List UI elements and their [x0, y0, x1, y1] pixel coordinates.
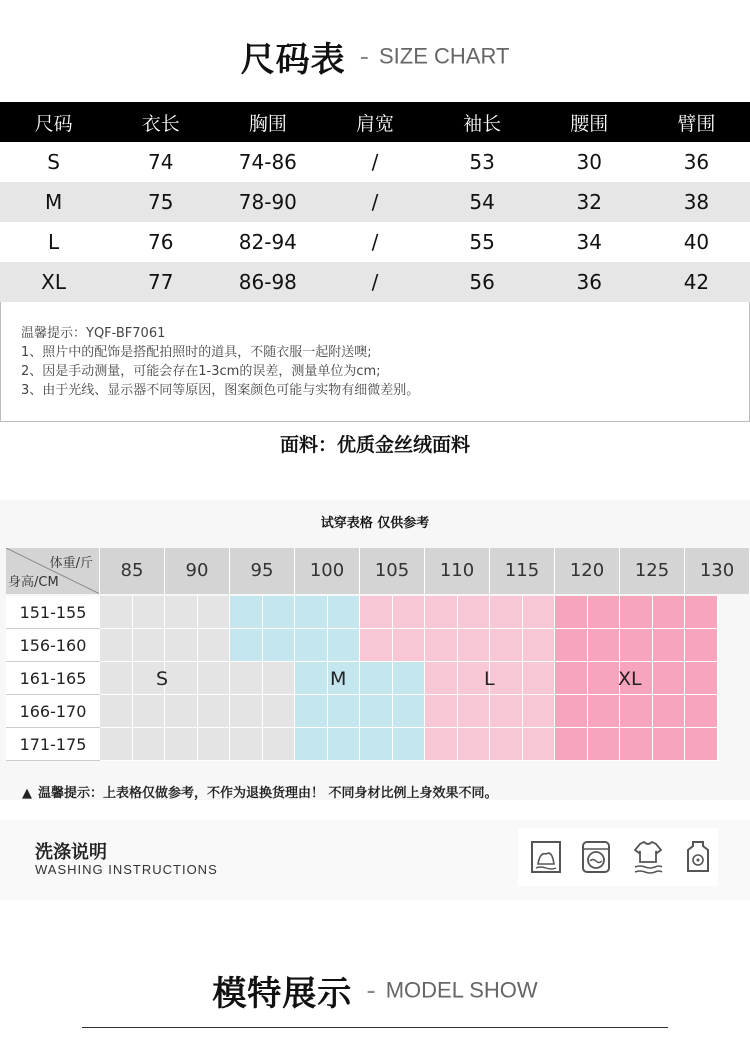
no-bleach-icon — [682, 840, 714, 874]
header-bust: 胸围 — [214, 102, 321, 142]
height-label-156-160: 156-160 — [6, 629, 100, 662]
table-cell: 56 — [429, 262, 536, 302]
fit-cell-xl — [555, 629, 588, 662]
size-zone-label-xl: XL — [618, 668, 642, 690]
table-cell: 78-90 — [214, 182, 321, 222]
fit-cell-xl — [588, 629, 621, 662]
table-cell: 36 — [536, 262, 643, 302]
fit-cell-xl — [653, 662, 686, 695]
title-dash: - — [359, 41, 369, 72]
fit-cell-m — [360, 662, 393, 695]
table-cell: 42 — [643, 262, 750, 302]
fabric-text: 面料：优质金丝绒面料 — [279, 434, 470, 456]
fit-cell-m — [393, 695, 426, 728]
fit-cell-m — [295, 695, 328, 728]
weight-header-90: 90 — [165, 548, 230, 594]
fit-cell-l — [490, 695, 523, 728]
table-cell: / — [321, 262, 428, 302]
fit-cell-m — [295, 728, 328, 761]
size-chart-title-en: SIZE CHART — [379, 43, 510, 69]
fit-cell-m — [263, 629, 296, 662]
washing-title-cn: 洗涤说明 — [35, 842, 107, 863]
fit-cell-s — [165, 695, 198, 728]
fit-cell-l — [523, 596, 556, 629]
fit-cell-l — [425, 629, 458, 662]
corner-weight-label: 体重/斤 — [49, 556, 93, 571]
fit-cell-xl — [588, 695, 621, 728]
fit-cell-xl — [620, 728, 653, 761]
fit-cell-xl — [555, 596, 588, 629]
fit-cell-l — [458, 728, 491, 761]
fit-cell-l — [360, 629, 393, 662]
fit-cell-xl — [555, 695, 588, 728]
model-show-title-en: MODEL SHOW — [385, 977, 538, 1003]
table-cell: M — [0, 182, 107, 222]
fit-cell-xl — [588, 728, 621, 761]
header-size: 尺码 — [0, 102, 107, 142]
fit-cell-l — [490, 728, 523, 761]
fit-cell-xl — [620, 629, 653, 662]
fit-cell-xl — [685, 695, 718, 728]
fit-cell-s — [133, 695, 166, 728]
fit-cell-l — [490, 629, 523, 662]
fit-cell-xl — [588, 596, 621, 629]
fit-cell-s — [165, 629, 198, 662]
fit-cell-s — [198, 728, 231, 761]
fit-cell-xl — [555, 662, 588, 695]
table-cell: 76 — [107, 222, 214, 262]
height-label-166-170: 166-170 — [6, 695, 100, 728]
fit-cell-s — [165, 728, 198, 761]
fit-cell-xl — [685, 662, 718, 695]
header-shoulder: 肩宽 — [321, 102, 428, 142]
fit-cell-xl — [653, 629, 686, 662]
fit-cell-l — [458, 596, 491, 629]
fit-cell-m — [295, 629, 328, 662]
fit-cell-m — [360, 728, 393, 761]
fit-cell-l — [523, 662, 556, 695]
header-arm: 臂围 — [643, 102, 750, 142]
tips-line: 3、由于光线、显示器不同等原因，图案颜色可能与实物有细微差别。 — [21, 383, 420, 398]
table-cell: / — [321, 142, 428, 182]
fit-cell-m — [393, 728, 426, 761]
table-cell: 36 — [643, 142, 750, 182]
fit-cell-l — [393, 629, 426, 662]
fit-cell-s — [230, 695, 263, 728]
machine-wash-icon — [580, 840, 612, 874]
fit-cell-l — [425, 662, 458, 695]
fit-cell-xl — [620, 695, 653, 728]
tips-box — [0, 302, 750, 422]
fit-cell-s — [100, 695, 133, 728]
hand-wash-icon — [530, 840, 562, 874]
size-zone-label-l: L — [484, 668, 495, 690]
weight-header-100: 100 — [295, 548, 360, 594]
table-cell: XL — [0, 262, 107, 302]
table-cell: / — [321, 182, 428, 222]
warning-text: 温馨提示：上表格仅做参考，不作为退换货理由！ 不同身材比例上身效果不同。 — [38, 786, 498, 801]
tips-heading: 温馨提示：YQF-BF7061 — [21, 326, 166, 341]
fit-cell-xl — [620, 596, 653, 629]
fit-cell-s — [133, 596, 166, 629]
height-label-161-165: 161-165 — [6, 662, 100, 695]
fit-cell-m — [328, 695, 361, 728]
table-cell: 40 — [643, 222, 750, 262]
table-cell: 74-86 — [214, 142, 321, 182]
corner-height-label: 身高/CM — [8, 575, 59, 590]
table-cell: 55 — [429, 222, 536, 262]
weight-header-95: 95 — [230, 548, 295, 594]
fit-cell-xl — [653, 596, 686, 629]
header-sleeve: 袖长 — [429, 102, 536, 142]
weight-header-125: 125 — [620, 548, 685, 594]
fit-cell-l — [425, 728, 458, 761]
fit-cell-s — [133, 629, 166, 662]
table-cell: 74 — [107, 142, 214, 182]
size-zone-label-s: S — [156, 668, 169, 690]
fit-cell-l — [425, 695, 458, 728]
fit-cell-m — [360, 695, 393, 728]
table-cell: S — [0, 142, 107, 182]
fit-cell-m — [263, 596, 296, 629]
fit-cell-m — [328, 728, 361, 761]
fit-cell-m — [328, 596, 361, 629]
size-table — [0, 102, 750, 302]
fit-cell-s — [100, 728, 133, 761]
table-cell: 86-98 — [214, 262, 321, 302]
table-cell: 53 — [429, 142, 536, 182]
warning-note — [22, 782, 498, 801]
fit-cell-s — [263, 728, 296, 761]
weight-header-120: 120 — [555, 548, 620, 594]
table-row — [0, 262, 750, 302]
fit-cell-l — [490, 596, 523, 629]
table-cell: 82-94 — [214, 222, 321, 262]
fit-cell-l — [523, 695, 556, 728]
table-row — [0, 222, 750, 262]
fit-cell-s — [230, 728, 263, 761]
fit-cell-m — [230, 596, 263, 629]
size-chart-title — [0, 32, 750, 81]
fit-cell-s — [263, 662, 296, 695]
fit-cell-xl — [653, 728, 686, 761]
fit-cell-m — [295, 662, 328, 695]
fit-cell-s — [198, 695, 231, 728]
fit-cell-l — [458, 629, 491, 662]
fit-cell-s — [198, 662, 231, 695]
fit-cell-s — [263, 695, 296, 728]
warning-triangle-icon: ▲ — [22, 786, 32, 801]
fit-cell-l — [393, 596, 426, 629]
fit-cell-l — [360, 596, 393, 629]
table-cell: 30 — [536, 142, 643, 182]
table-row — [0, 182, 750, 222]
fit-cell-l — [523, 728, 556, 761]
tips-line: 2、因是手动测量，可能会存在1-3cm的误差，测量单位为cm; — [21, 364, 381, 379]
table-cell: L — [0, 222, 107, 262]
fit-cell-l — [458, 695, 491, 728]
fit-cell-s — [100, 662, 133, 695]
fit-cell-xl — [685, 596, 718, 629]
header-waist: 腰围 — [536, 102, 643, 142]
fit-cell-xl — [685, 629, 718, 662]
fit-cell-s — [100, 629, 133, 662]
title-dash: - — [366, 975, 376, 1006]
fit-cell-xl — [588, 662, 621, 695]
weight-header-105: 105 — [360, 548, 425, 594]
fit-cell-s — [198, 629, 231, 662]
weight-header-85: 85 — [100, 548, 165, 594]
fit-cell-xl — [685, 728, 718, 761]
weight-header-130: 130 — [685, 548, 750, 594]
fit-cell-m — [328, 629, 361, 662]
tips-line: 1、照片中的配饰是搭配拍照时的道具，不随衣服一起附送噢; — [21, 345, 372, 360]
height-label-151-155: 151-155 — [6, 596, 100, 629]
fit-cell-s — [198, 596, 231, 629]
washing-icons — [518, 828, 718, 886]
fit-cell-s — [133, 728, 166, 761]
grid-corner — [6, 548, 100, 594]
model-show-divider — [82, 1027, 668, 1028]
fit-cell-xl — [555, 728, 588, 761]
table-cell: 54 — [429, 182, 536, 222]
fit-cell-s — [100, 596, 133, 629]
fit-cell-s — [165, 662, 198, 695]
fit-cell-s — [230, 662, 263, 695]
model-show-title-cn: 模特展示 — [212, 974, 353, 1014]
fit-cell-m — [230, 629, 263, 662]
weight-header-110: 110 — [425, 548, 490, 594]
header-length: 衣长 — [107, 102, 214, 142]
table-row — [0, 142, 750, 182]
height-label-171-175: 171-175 — [6, 728, 100, 761]
dry-flat-icon — [632, 840, 664, 874]
table-cell: / — [321, 222, 428, 262]
fit-cell-m — [295, 596, 328, 629]
model-show-title — [0, 966, 750, 1015]
table-cell: 32 — [536, 182, 643, 222]
fit-cell-xl — [653, 695, 686, 728]
try-table-caption: 试穿表格 仅供参考 — [320, 516, 430, 531]
table-cell: 77 — [107, 262, 214, 302]
fit-cell-m — [393, 662, 426, 695]
try-table-panel — [0, 500, 750, 800]
fit-cell-l — [523, 629, 556, 662]
size-chart-title-cn: 尺码表 — [240, 40, 346, 80]
washing-title-en: WASHING INSTRUCTIONS — [35, 862, 218, 877]
table-cell: 75 — [107, 182, 214, 222]
size-zone-label-m: M — [330, 668, 347, 690]
weight-header-115: 115 — [490, 548, 555, 594]
table-cell: 34 — [536, 222, 643, 262]
fit-cell-s — [165, 596, 198, 629]
table-cell: 38 — [643, 182, 750, 222]
size-table-header — [0, 102, 750, 142]
fit-cell-l — [425, 596, 458, 629]
